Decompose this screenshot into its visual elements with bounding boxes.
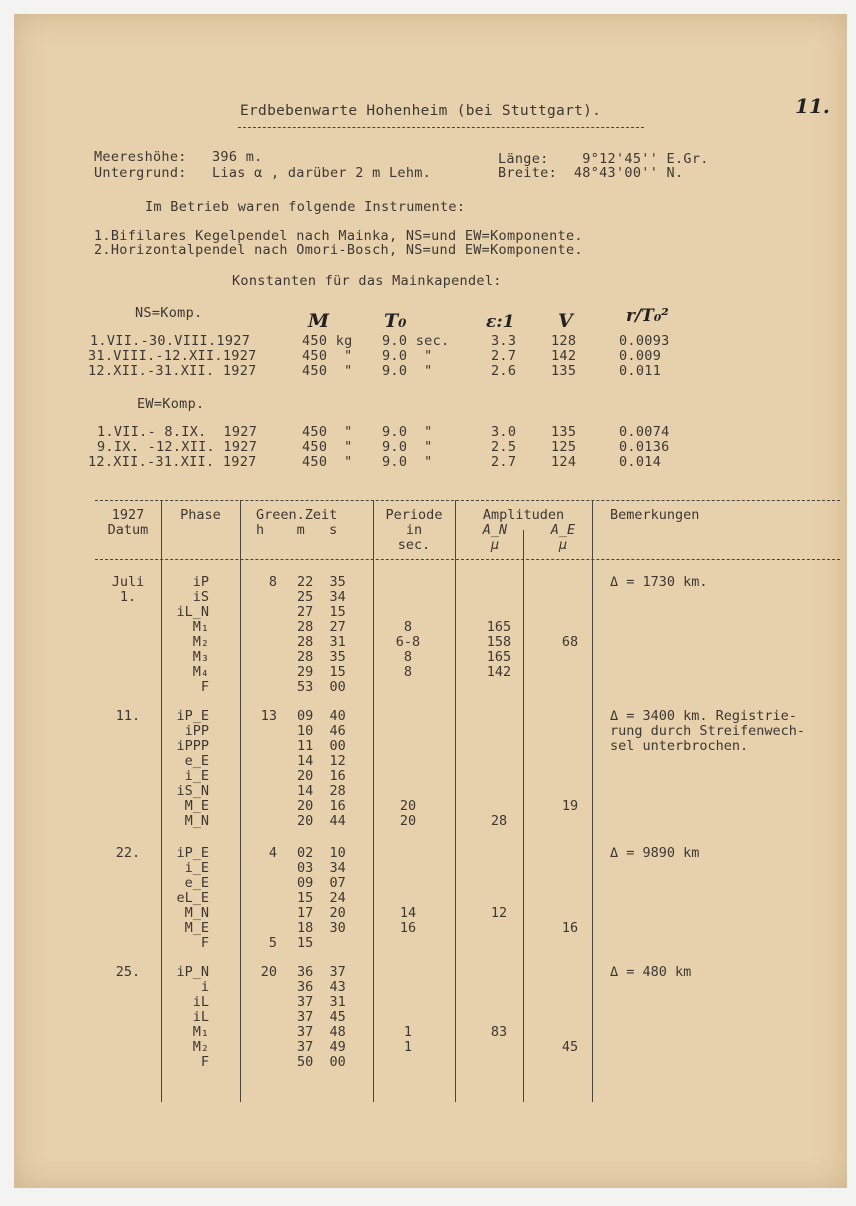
event-4-phases: iP_N i iL iL M₁ M₂ F [176,964,209,1070]
event-2-remark: Δ = 3400 km. Registrie- rung durch Streifenwech- sel unterbrochen. [610,708,806,754]
ns-row-1-e: 3.3 [491,333,517,349]
event-2-phases: iP_E iPP iPPP e_E i_E iS_N M_E M_N [176,708,209,829]
event-3-hour: 4 5 [268,845,277,951]
page-number: 11. [795,94,830,118]
event-1-date: Juli 1. [111,574,145,605]
header-m: M [308,310,330,332]
table-top-rule [95,500,840,501]
event-2-period: 20 20 [399,798,417,829]
ns-row-2-period: 31.VIII.-12.XII.1927 [88,348,257,364]
ew-row-2-t: 9.0 " [382,439,433,455]
event-1-amp-e: 68 [561,634,579,650]
ns-row-2-r: 0.009 [619,348,662,364]
instrument-2: 2.Horizontalpendel nach Omori-Bosch, NS=und EW=Komponente. [94,242,583,258]
ns-row-1-r: 0.0093 [619,333,670,349]
header-phase: Phase [180,507,221,523]
ew-row-3-m: 450 " [302,454,353,470]
event-1-min-sec: 22 35 25 34 27 15 28 27 28 31 28 35 29 15 53 00 [297,574,346,695]
col-divider-2 [240,500,241,1102]
ns-row-2-t: 9.0 " [382,348,433,364]
ew-row-1-v: 135 [551,424,577,440]
ew-row-1-e: 3.0 [491,424,517,440]
constants-title: Konstanten für das Mainkapendel: [232,273,502,289]
header-date: 1927 Datum [107,507,149,538]
event-3-date: 22. [115,845,141,861]
ns-row-1-period: 1.VII.-30.VIII.1927 [90,333,251,349]
header-v: V [558,310,573,332]
event-3-amp-e: 16 [561,920,579,936]
ns-row-1-t: 9.0 sec. [382,333,450,349]
ew-row-2-e: 2.5 [491,439,517,455]
header-epsilon: ε:1 [486,312,515,332]
ns-row-3-v: 135 [551,363,577,379]
header-amp-n: A_N μ [482,522,508,553]
ew-row-3-v: 124 [551,454,577,470]
event-1-remark: Δ = 1730 km. [610,574,708,590]
ew-row-2-v: 125 [551,439,577,455]
ns-row-3-e: 2.6 [491,363,517,379]
ns-row-3-t: 9.0 " [382,363,433,379]
event-3-period: 14 16 [399,905,417,936]
event-1-phases: iP iS iL_N M₁ M₂ M₃ M₄ F [176,574,209,695]
event-2-hour: 13 [260,708,277,724]
header-amplituden: Amplituden [482,507,565,523]
event-2-min-sec: 09 40 10 46 11 00 14 12 20 16 14 28 20 16 20 44 [297,708,346,829]
event-1-period: 8 6-8 8 8 [395,619,421,680]
instrument-1: 1.Bifilares Kegelpendel nach Mainka, NS=und EW=Komponente. [94,228,583,244]
instruments-intro: Im Betrieb waren folgende Instrumente: [145,199,466,215]
ns-row-3-m: 450 " [302,363,353,379]
header-amp-e: A_E μ [550,522,576,553]
ns-row-1-v: 128 [551,333,577,349]
event-3-amp-n: 12 [490,905,508,921]
event-1-hour: 8 [268,574,277,590]
ns-row-2-m: 450 " [302,348,353,364]
latitude-line: Breite: 48°43'00'' N. [498,165,684,181]
subsoil-line: Untergrund: Lias α , darüber 2 m Lehm. [94,165,432,181]
event-2-amp-n: 28 [490,813,508,829]
altitude-line: Meereshöhe: 396 m. [94,149,263,165]
longitude-line: Länge: 9°12'45'' E.Gr. [498,151,709,167]
header-periode: Periode in sec. [385,507,443,553]
ew-label: EW=Komp. [137,396,205,412]
table-header-rule [95,559,840,560]
ew-row-1-t: 9.0 " [382,424,433,440]
header-green-zeit: Green.Zeit h m s [256,507,338,538]
event-4-min-sec: 36 37 36 43 37 31 37 45 37 48 37 49 50 00 [297,964,346,1070]
ew-row-3-r: 0.014 [619,454,662,470]
ew-row-3-t: 9.0 " [382,454,433,470]
event-4-remark: Δ = 480 km [610,964,692,980]
event-2-date: 11. [115,708,141,724]
header-t0: T₀ [384,310,407,332]
event-4-period: 1 1 [403,1024,413,1055]
ns-row-1-m: 450 kg [302,333,353,349]
ew-row-2-r: 0.0136 [619,439,670,455]
title-underline [238,127,644,128]
col-divider-4 [455,500,456,1102]
event-2-amp-e: 19 [561,798,579,814]
document-title: Erdbebenwarte Hohenheim (bei Stuttgart). [240,103,602,119]
ns-row-2-v: 142 [551,348,577,364]
event-4-amp-n: 83 [490,1024,508,1040]
ew-row-1-r: 0.0074 [619,424,670,440]
ew-row-1-period: 1.VII.- 8.IX. 1927 [97,424,258,440]
ns-row-2-e: 2.7 [491,348,517,364]
ns-row-3-r: 0.011 [619,363,662,379]
header-r-t0: r/T₀² [626,306,669,326]
event-4-amp-e: 45 [561,1039,579,1055]
header-bemerkungen: Bemerkungen [610,507,700,523]
ns-row-3-period: 12.XII.-31.XII. 1927 [88,363,257,379]
event-3-remark: Δ = 9890 km [610,845,700,861]
ew-row-2-period: 9.IX. -12.XII. 1927 [97,439,258,455]
ew-row-3-e: 2.7 [491,454,517,470]
event-4-hour: 20 [260,964,277,980]
ns-label: NS=Komp. [135,305,203,321]
ew-row-3-period: 12.XII.-31.XII. 1927 [88,454,257,470]
event-1-amp-n: 165 158 165 142 [486,619,512,680]
event-3-phases: iP_E i_E e_E eL_E M_N M_E F [176,845,209,951]
event-4-date: 25. [115,964,141,980]
event-3-min-sec: 02 10 03 34 09 07 15 24 17 20 18 30 15 [297,845,346,951]
ew-row-1-m: 450 " [302,424,353,440]
ew-row-2-m: 450 " [302,439,353,455]
